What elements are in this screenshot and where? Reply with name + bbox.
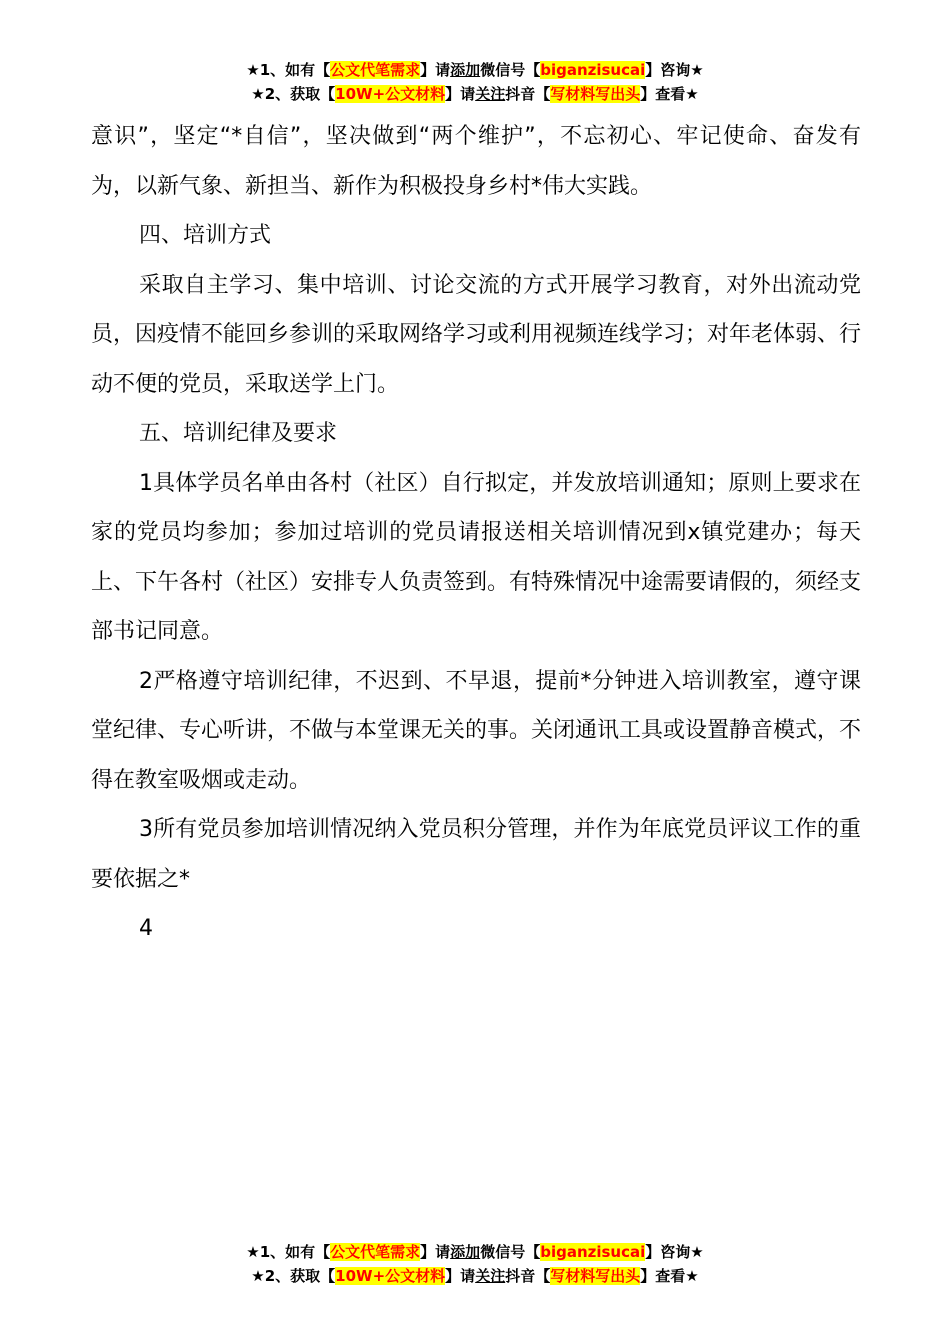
underlined-text: 关注 (475, 1267, 506, 1285)
star-icon: ★ (246, 1243, 260, 1261)
header-banner-line-1: ★1、如有【公文代笔需求】请添加微信号【biganzisucai】咨询★ (246, 61, 704, 79)
underlined-text: 添加 (450, 1243, 481, 1261)
footer-banner (0, 1240, 950, 1288)
highlight-text: 公文代笔需求 (330, 61, 421, 79)
douyin-id-highlight: 写材料写出头 (550, 1267, 641, 1285)
document-body (91, 112, 861, 954)
underlined-text: 添加 (450, 61, 481, 79)
paragraph-item-4: 4 (139, 916, 153, 941)
star-icon: ★ (690, 1243, 704, 1261)
star-icon: ★ (690, 61, 704, 79)
highlight-text: 10W+公文材料 (335, 85, 446, 103)
section-heading-4: 四、培训方式 (139, 223, 272, 248)
wechat-id-highlight: biganzisucai (540, 1243, 646, 1261)
header-banner (0, 58, 950, 106)
section-heading-5: 五、培训纪律及要求 (139, 421, 338, 446)
wechat-id-highlight: biganzisucai (540, 61, 646, 79)
highlight-text: 10W+公文材料 (335, 1267, 446, 1285)
paragraph-item-3: 3所有党员参加培训情况纳入党员积分管理，并作为年底党员评议工作的重要依据之* (91, 817, 861, 892)
star-icon: ★ (685, 1267, 699, 1285)
douyin-id-highlight: 写材料写出头 (550, 85, 641, 103)
header-banner-line-2: ★2、获取【10W+公文材料】请关注抖音【写材料写出头】查看★ (251, 85, 699, 103)
footer-banner-line-1: ★1、如有【公文代笔需求】请添加微信号【biganzisucai】咨询★ (246, 1243, 704, 1261)
paragraph-item-2: 2严格遵守培训纪律，不迟到、不早退，提前*分钟进入培训教室，遵守课堂纪律、专心听讲，不做与本堂课无关的事。关闭通讯工具或设置静音模式，不得在教室吸烟或走动。 (91, 668, 862, 793)
highlight-text: 公文代笔需求 (330, 1243, 421, 1261)
underlined-text: 关注 (475, 85, 506, 103)
star-icon: ★ (685, 85, 699, 103)
footer-banner-line-2: ★2、获取【10W+公文材料】请关注抖音【写材料写出头】查看★ (251, 1267, 699, 1285)
star-icon: ★ (246, 61, 260, 79)
star-icon: ★ (251, 85, 265, 103)
star-icon: ★ (251, 1267, 265, 1285)
paragraph-continuation: 意识”，坚定“*自信”，坚决做到“两个维护”，不忘初心、牢记使命、奋发有为，以新气象、新担当、新作为积极投身乡村*伟大实践。 (91, 124, 861, 199)
paragraph-item-1: 1具体学员名单由各村（社区）自行拟定，并发放培训通知；原则上要求在家的党员均参加；参加过培训的党员请报送相关培训情况到x镇党建办；每天上、下午各村（社区）安排专人负责签到。有特殊情况中途需要请假的，须经支部书记同意。 (91, 470, 862, 644)
paragraph-training-method: 采取自主学习、集中培训、讨论交流的方式开展学习教育，对外出流动党员，因疫情不能回乡参训的采取网络学习或利用视频连线学习；对年老体弱、行动不便的党员，采取送学上门。 (91, 272, 862, 397)
